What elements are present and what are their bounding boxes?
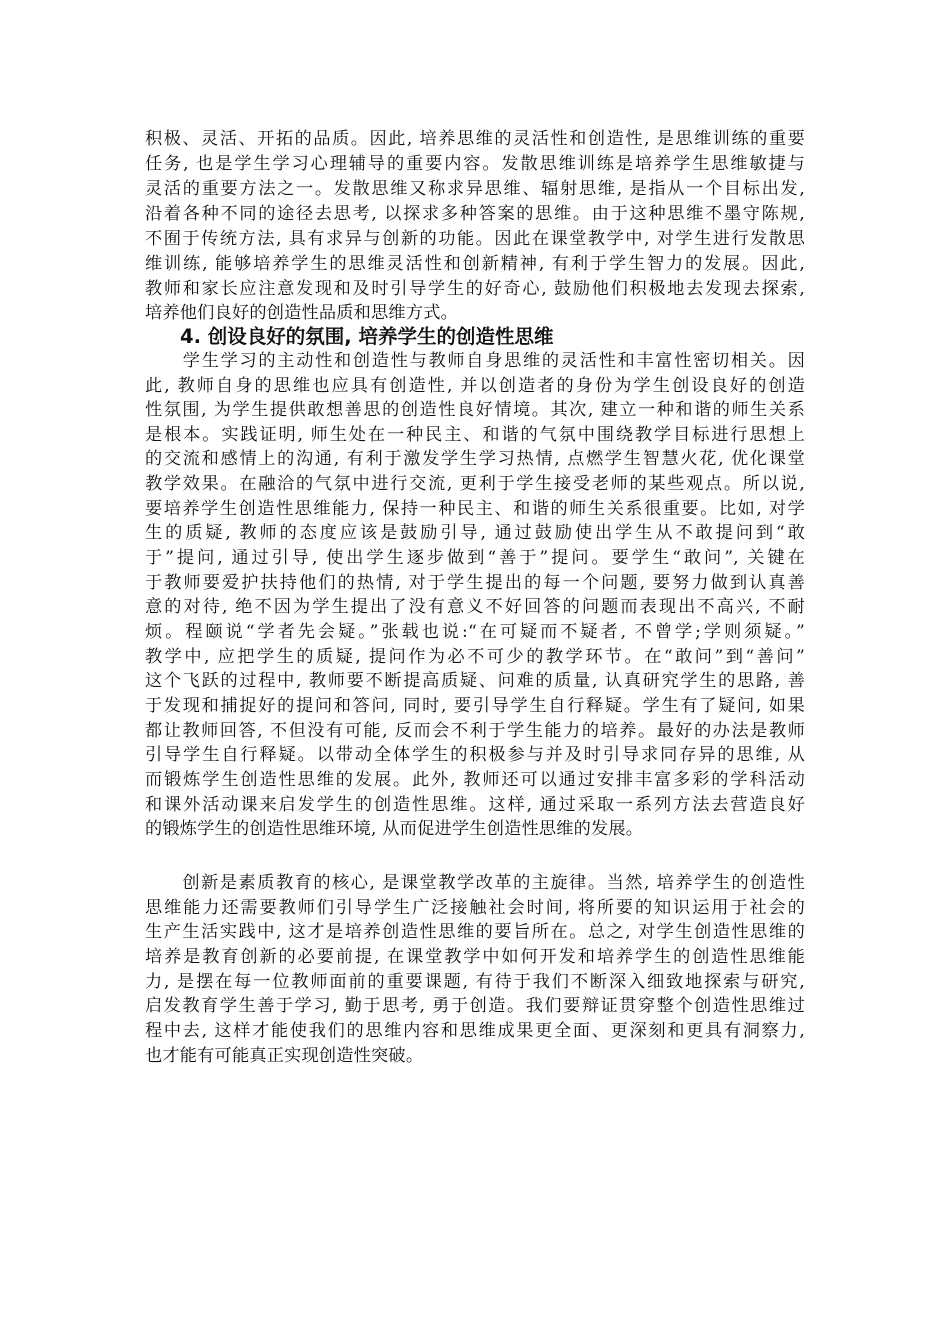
text-line: 是根本。实践证明, 师生处在一种民主、和谐的气氛中围绕教学目标进行思想上 <box>145 425 805 445</box>
text-line: 教师和家长应注意发现和及时引导学生的好奇心, 鼓励他们积极地去发现去探索, <box>145 279 805 299</box>
text-line: 沿着各种不同的途径去思考, 以探求多种答案的思维。由于这种思维不墨守陈规, <box>145 204 805 224</box>
text-line: 教学效果。在融洽的气氛中进行交流, 更利于学生接受老师的某些观点。所以说, <box>145 474 805 494</box>
text-line: 都让教师回答, 不但没有可能, 反而会不利于学生能力的培养。最好的办法是教师 <box>145 721 805 741</box>
text-line: 任务, 也是学生学习心理辅导的重要内容。发散思维训练是培养学生思维敏捷与 <box>145 154 805 174</box>
text-line: 而锻炼学生创造性思维的发展。此外, 教师还可以通过安排丰富多彩的学科活动 <box>145 770 805 790</box>
text-line: 性氛围, 为学生提供敢想善思的创造性良好情境。其次, 建立一种和谐的师生关系 <box>145 400 805 420</box>
text-line: 教学中, 应把学生的质疑, 提问作为必不可少的教学环节。在“敢问”到“善问” <box>145 647 805 667</box>
text-line: 意的对待, 绝不因为学生提出了没有意义不好回答的问题而表现出不高兴, 不耐 <box>145 597 805 617</box>
text-line: 创新是素质教育的核心, 是课堂教学改革的主旋律。当然, 培养学生的创造性 <box>145 873 805 893</box>
text-line: 要培养学生创造性思维能力, 保持一种民主、和谐的师生关系很重要。比如, 对学 <box>145 499 805 519</box>
text-line: 引导学生自行释疑。以带动全体学生的积极参与并及时引导求同存异的思维, 从 <box>145 745 805 765</box>
text-line: 灵活的重要方法之一。发散思维又称求异思维、辐射思维, 是指从一个目标出发, <box>145 179 805 199</box>
section-heading: 4. 创设良好的氛围, 培养学生的创造性思维 <box>180 325 554 348</box>
text-line: 于”提问, 通过引导, 使出学生逐步做到“善于”提问。要学生“敢问”, 关键在 <box>145 548 805 568</box>
text-line: 不囿于传统方法, 具有求异与创新的功能。因此在课堂教学中, 对学生进行发散思 <box>145 229 805 249</box>
text-line: 维训练, 能够培养学生的思维灵活性和创新精神, 有利于学生智力的发展。因此, <box>145 254 805 274</box>
text-line: 生产生活实践中, 这才是培养创造性思维的要旨所在。总之, 对学生创造性思维的 <box>145 922 805 942</box>
text-line: 培养他们良好的创造性品质和思维方式。 <box>145 303 458 323</box>
text-line: 烦。程颐说“学者先会疑。”张载也说:“在可疑而不疑者, 不曾学;学则须疑。” <box>145 622 805 642</box>
text-line: 启发教育学生善于学习, 勤于思考, 勇于创造。我们要辩证贯穿整个创造性思维过 <box>145 996 805 1016</box>
text-line: 程中去, 这样才能使我们的思维内容和思维成果更全面、更深刻和更具有洞察力, <box>145 1021 805 1041</box>
text-line: 生的质疑, 教师的态度应该是鼓励引导, 通过鼓励使出学生从不敢提问到“敢 <box>145 523 805 543</box>
text-line: 力, 是摆在每一位教师面前的重要课题, 有待于我们不断深入细致地探索与研究, <box>145 972 805 992</box>
text-line: 此, 教师自身的思维也应具有创造性, 并以创造者的身份为学生创设良好的创造 <box>145 376 805 396</box>
text-line: 学生学习的主动性和创造性与教师自身思维的灵活性和丰富性密切相关。因 <box>145 351 805 371</box>
text-line: 于教师要爱护扶持他们的热情, 对于学生提出的每一个问题, 要努力做到认真善 <box>145 573 805 593</box>
text-line: 的交流和感情上的沟通, 有利于激发学生学习热情, 点燃学生智慧火花, 优化课堂 <box>145 449 805 469</box>
text-line: 的锻炼学生的创造性思维环境, 从而促进学生创造性思维的发展。 <box>145 819 644 839</box>
text-line: 思维能力还需要教师们引导学生广泛接触社会时间, 将所要的知识运用于社会的 <box>145 898 805 918</box>
text-line: 这个飞跃的过程中, 教师要不断提高质疑、问难的质量, 认真研究学生的思路, 善 <box>145 671 805 691</box>
text-line: 于发现和捕捉好的提问和答问, 同时, 要引导学生自行释疑。学生有了疑问, 如果 <box>145 696 805 716</box>
text-line: 培养是教育创新的必要前提, 在课堂教学中如何开发和培养学生的创造性思维能 <box>145 947 805 967</box>
text-line: 积极、灵活、开拓的品质。因此, 培养思维的灵活性和创造性, 是思维训练的重要 <box>145 129 805 149</box>
text-line: 也才能有可能真正实现创造性突破。 <box>145 1046 424 1066</box>
text-line: 和课外活动课来启发学生的创造性思维。这样, 通过采取一系列方法去营造良好 <box>145 795 805 815</box>
